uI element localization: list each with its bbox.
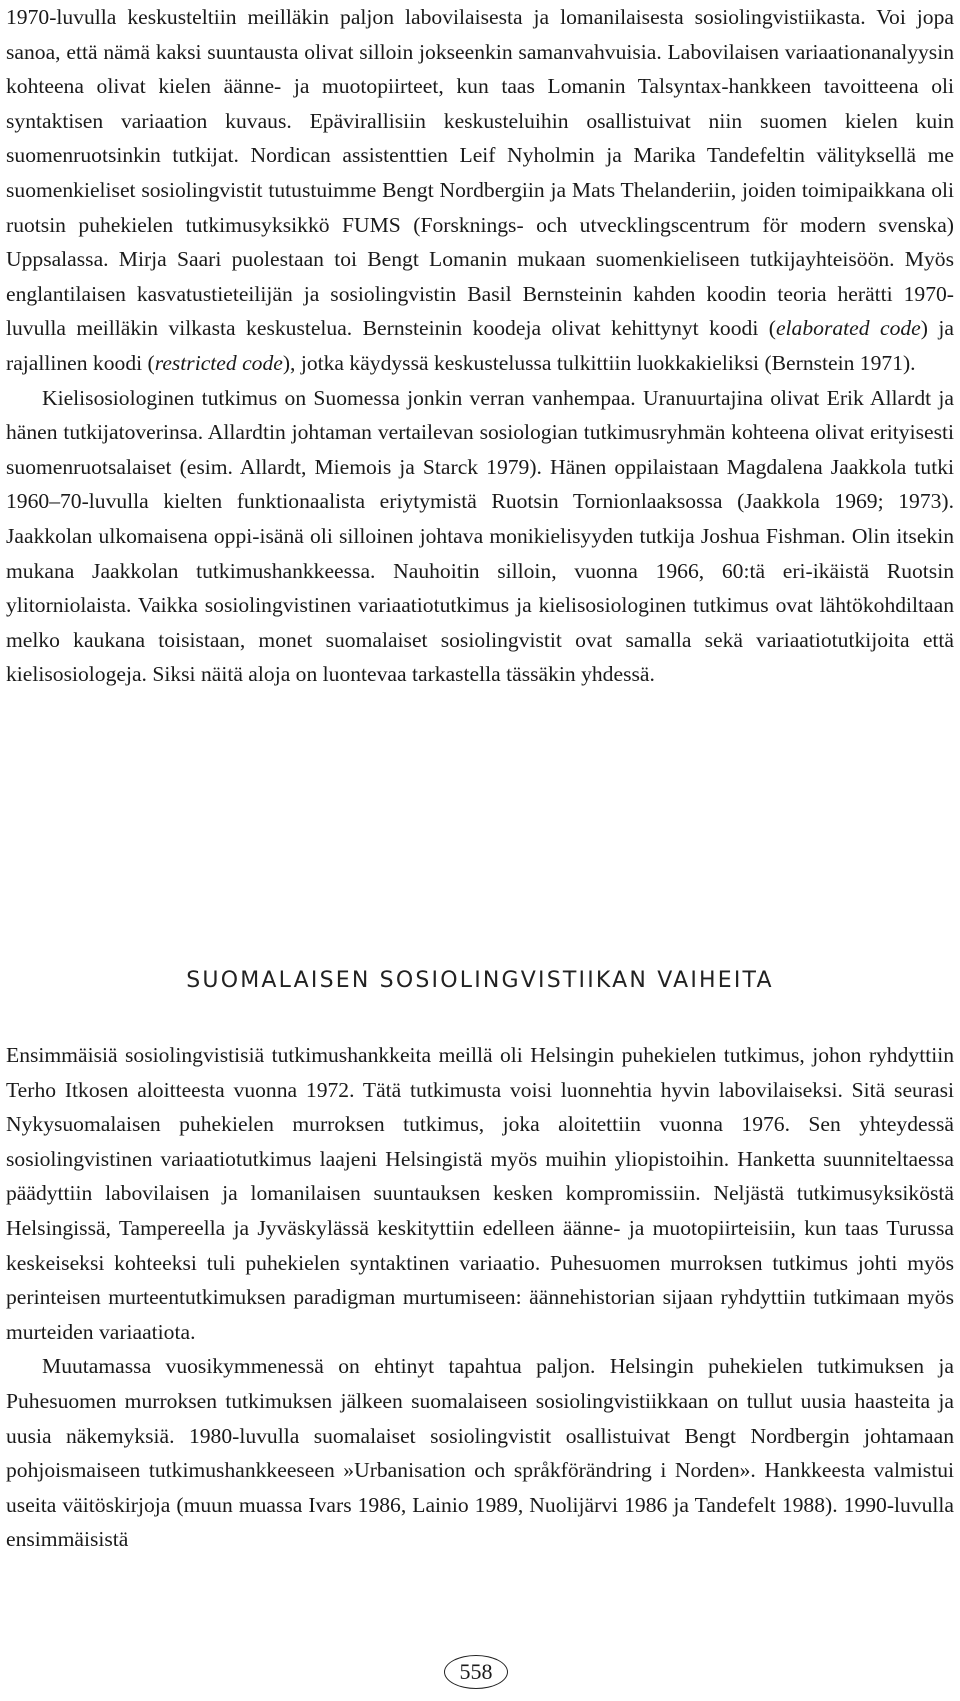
paragraph: Ensimmäisiä sosiolingvistisiä tutkimushankkeita meillä oli Helsingin puhekielen tutkimus, johon ryhdyttiin Terho Itkosen aloitteesta vuonna 1972. Tätä tutkimusta voisi luonnehtia hyvin labovilaiseksi. Sitä seurasi Nykysuomalaisen puhekielen murroksen tutkimus, joka aloitettiin vuonna 1976. Sen yhteydessä sosiolingvistinen variaatiotutkimus laajeni Helsingistä myös muihin yliopistoihin. Hanketta suunniteltaessa päädyttiin labovilaisen ja lomanilaisen suuntauksen kesken kompromissiin. Neljästä tutkimusyksiköstä Helsingissä, Tampereella ja Jyväskylässä keskityttiin edelleen äänne- ja muotopiirteisiin, kun taas Turussa keskeiseksi kohteeksi tuli puhekielen syntaktinen variaatio. Puhesuomen murroksen tutkimus johti myös perinteisen murteentutkimuksen paradigman murtumiseen: äännehistorian sijaan ryhdyttiin tutkimaan myös murteiden variaatiota. xyxy=(6,1043,954,1344)
paragraph: Muutamassa vuosikymmenessä on ehtinyt tapahtua paljon. Helsingin puhekielen tutkimuksen ja Puhesuomen murroksen tutkimuksen jälkeen suomalaiseen sosiolingvistiikkaan on tullut uusia haasteita ja uusia näkemyksiä. 1980-luvulla suomalaiset sosiolingvistit osallistuivat Bengt Nordbergin johtamaan pohjoismaiseen tutkimushankkeeseen »Urbanisation och språkförändring i Norden». Hankkeesta valmistui useita väitöskirjoja (muun muassa Ivars 1986, Lainio 1989, Nuolijärvi 1986 ja Tandefelt 1988). 1990-luvulla ensimmäisistä xyxy=(6,1354,954,1552)
paragraph-text: ), jotka käydyssä keskustelussa tulkittiin luokkakieliksi (Bernstein 1971). xyxy=(282,350,916,375)
paragraph-text: 1970-luvulla keskusteltiin meilläkin paljon labovilaisesta ja lomanilaisesta sosiolingvistiikasta. Voi jopa sanoa, että nämä kaksi suuntausta olivat silloin jokseenkin samanvahvuisia. Labovilaisen variaationanalyysin kohteena olivat kielen äänne- ja muotopiirteet, kun taas Lomanin Talsyntax-hankkeen tavoitteena oli syntaktisen variaation kuvaus. Epävirallisiin keskusteluihin osallistuivat niin suomen kielen kuin suomenruotsinkin tutkijat. Nordican assistenttien Leif Nyholmin ja Marika Tandefeltin välityksellä me suomenkieliset sosiolingvistit tutustuimme Bengt Nordbergiin ja Mats Thelanderiin, joiden toimipaikkana oli ruotsin puhekielen tutkimusyksikkö FUMS (Forsknings- och utvecklingscentrum för modern svenska) Uppsalassa. Mirja Saari puolestaan toi Bengt Lomanin mukaan suomenkieliseen tutkijayhteisöön. Myös englantilaisen kasvatustieteilijän ja sosiolingvistin Basil Bernsteinin kahden koodin teoria herätti 1970-luvulla meilläkin vilkasta keskustelua. Bernsteinin koodeja olivat kehittynyt koodi ( xyxy=(6,5,954,341)
paragraph-text: ) ja rajallinen koodi ( xyxy=(6,316,954,375)
page-number: 558 xyxy=(444,1655,508,1689)
paragraph xyxy=(6,0,954,381)
section-heading: SUOMALAISEN SOSIOLINGVISTIIKAN VAIHEITA xyxy=(186,968,774,993)
bottom-text-block xyxy=(6,1038,954,1557)
italic-term: restricted code xyxy=(154,350,283,375)
italic-term: elaborated code xyxy=(775,316,921,341)
paragraph: Kielisosiologinen tutkimus on Suomessa jonkin verran vanhempaa. Uranuurtajina olivat Erik Allardt ja hänen tutkijatoverinsa. Allardtin johtaman vertailevan sosiologian tutkimusryhmän kohteena olivat erityisesti suomenruotsalaiset (esim. Allardt, Miemois ja Starck 1979). Hänen oppilaistaan Magdalena Jaakkola tutki 1960–70-luvulla kielten funktionaalista eriytymistä Ruotsin Tornionlaaksossa (Jaakkola 1969; 1973). Jaakkolan ulkomaisena oppi-isänä oli silloinen johtava monikielisyyden tutkija Joshua Fishman. Olin itsekin mukana Jaakkolan tutkimushankkeessa. Nauhoitin silloin, vuonna 1966, 60:tä eri-ikäistä Ruotsin ylitorniolaista. Vaikka sosiolingvistinen variaatiotutkimus ja kielisosiologinen tutkimus ovat lähtökohdiltaan melko kaukana toisistaan, monet suomalaiset sosiolingvistit ovat samalla sekä variaatiotutkijoita että kielisosiologeja. Siksi näitä aloja on luontevaa tarkastella tässäkin yhdessä. xyxy=(6,385,954,687)
top-text-block xyxy=(6,0,954,692)
